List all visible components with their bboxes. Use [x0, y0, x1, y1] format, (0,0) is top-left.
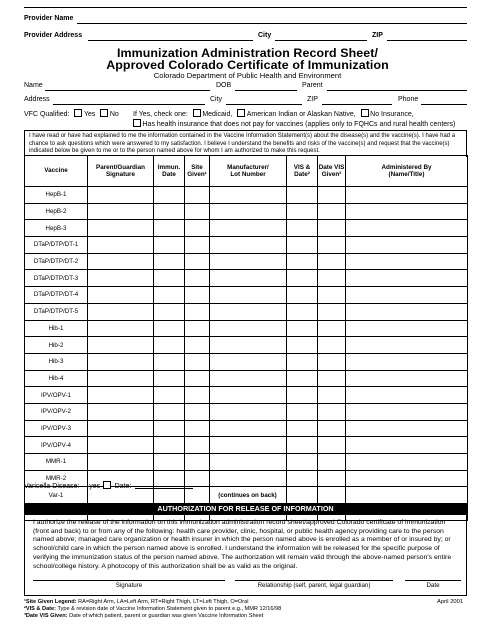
- parent-signature-cell[interactable]: [88, 253, 154, 270]
- manufacturer-lot-cell[interactable]: [210, 220, 287, 237]
- site-given-cell[interactable]: [185, 270, 210, 287]
- parent-signature-cell[interactable]: [88, 220, 154, 237]
- patient-parent-field[interactable]: [327, 90, 467, 91]
- administered-by-cell[interactable]: [346, 403, 468, 420]
- vis-date-cell[interactable]: [287, 270, 318, 287]
- site-given-cell[interactable]: [185, 454, 210, 471]
- immun-date-cell[interactable]: [154, 270, 185, 287]
- vis-date-cell[interactable]: [287, 187, 318, 204]
- manufacturer-lot-cell[interactable]: [210, 187, 287, 204]
- immunization-table: [24, 155, 468, 521]
- provider-name-field[interactable]: [77, 23, 467, 24]
- provider-name-label: Provider Name: [24, 15, 74, 22]
- immun-date-cell[interactable]: [154, 387, 185, 404]
- administered-by-cell[interactable]: [346, 270, 468, 287]
- vfc-yes-label: Yes: [83, 111, 96, 118]
- table-row: [25, 253, 468, 270]
- parent-signature-cell[interactable]: [88, 454, 154, 471]
- site-given-cell[interactable]: [185, 203, 210, 220]
- vis-date-cell[interactable]: [287, 437, 318, 454]
- manufacturer-lot-cell[interactable]: [210, 337, 287, 354]
- patient-dob-label: DOB: [216, 82, 232, 89]
- vis-date-cell[interactable]: [287, 253, 318, 270]
- form-subtitle: Colorado Department of Public Health and Environment: [153, 71, 342, 80]
- vis-date-cell[interactable]: [287, 337, 318, 354]
- immun-date-cell[interactable]: [154, 237, 185, 254]
- date-vis-given-cell[interactable]: [318, 253, 346, 270]
- parent-signature-cell[interactable]: [88, 320, 154, 337]
- vis-date-cell[interactable]: [287, 303, 318, 320]
- vaccine-name: HepB-2: [25, 203, 88, 220]
- immun-date-cell[interactable]: [154, 203, 185, 220]
- vaccine-name: MMR-2: [25, 470, 88, 487]
- vis-date-cell[interactable]: [287, 403, 318, 420]
- site-given-cell[interactable]: [185, 187, 210, 204]
- vis-date-cell[interactable]: [287, 387, 318, 404]
- signature-line[interactable]: [33, 580, 225, 581]
- immun-date-cell[interactable]: [154, 403, 185, 420]
- patient-zip-label: ZIP: [307, 96, 318, 103]
- relationship-label: Relationship (self, parent, legal guardian): [257, 582, 371, 589]
- varicella-yes-checkbox[interactable]: [103, 481, 111, 489]
- vis-date-cell[interactable]: [287, 420, 318, 437]
- immun-date-cell[interactable]: [154, 437, 185, 454]
- immun-date-cell[interactable]: [154, 470, 185, 487]
- health-insurance-label: Has health insurance that does not pay for vaccines (applies only to FQHCs and rural health centers): [142, 121, 456, 128]
- immun-date-cell[interactable]: [154, 420, 185, 437]
- varicella-label: Varicella Disease:: [24, 483, 80, 490]
- date-vis-given-cell[interactable]: [318, 270, 346, 287]
- administered-by-cell[interactable]: [346, 420, 468, 437]
- patient-city-label: City: [210, 96, 223, 103]
- administered-by-cell[interactable]: [346, 287, 468, 304]
- vis-date-cell[interactable]: [287, 237, 318, 254]
- form-title-line2: Approved Colorado Certificate of Immunization: [106, 58, 389, 72]
- patient-phone-field[interactable]: [421, 104, 467, 105]
- table-row: [25, 320, 468, 337]
- parent-signature-cell[interactable]: [88, 437, 154, 454]
- table-row: [25, 387, 468, 404]
- provider-zip-field[interactable]: [387, 40, 467, 41]
- table-row: [25, 303, 468, 320]
- manufacturer-lot-cell[interactable]: [210, 237, 287, 254]
- patient-city-field[interactable]: [226, 104, 302, 105]
- date-vis-given-cell[interactable]: [318, 470, 346, 487]
- vaccine-name: MMR-1: [25, 454, 88, 471]
- manufacturer-lot-cell[interactable]: [210, 353, 287, 370]
- manufacturer-lot-cell[interactable]: [210, 203, 287, 220]
- parent-signature-cell[interactable]: [88, 187, 154, 204]
- immun-date-cell[interactable]: [154, 253, 185, 270]
- administered-by-cell[interactable]: [346, 387, 468, 404]
- vis-date-cell[interactable]: [287, 220, 318, 237]
- vaccine-name: DTaP/DTP/DT-1: [25, 237, 88, 254]
- col-vis-date: VIS & Date²: [287, 156, 318, 187]
- relationship-line[interactable]: [235, 580, 393, 581]
- manufacturer-lot-cell[interactable]: [210, 454, 287, 471]
- vaccine-name: Var-1: [25, 487, 88, 504]
- authorization-text: I authorize the release of the information on this immunization administration record sheet/approved Colorado certificate of immunization (front and back) to or from any of the following: health care provider, clinic, hospital, or public health agency providing care to the person named above; managed care organization or health insurer in which the person named above is enrolled as a member of or insured by; or school/child care in which the person named above is enrolled. I understand the information will be released for the specific purpose of verifying the immunization status of the person named above. The authorization will remain valid through the above-named person's entire school/college history. A photocopy of this authorization shall be as valid as the original.: [33, 519, 452, 570]
- manufacturer-lot-cell[interactable]: [210, 287, 287, 304]
- varicella-date-label: Date:: [114, 483, 132, 490]
- immun-date-cell[interactable]: [154, 370, 185, 387]
- table-row: [25, 237, 468, 254]
- parent-signature-cell[interactable]: [88, 337, 154, 354]
- col-administered-by: Administered By (Name/Title): [346, 156, 468, 187]
- health-insurance-checkbox[interactable]: [133, 119, 141, 127]
- date-vis-given-cell[interactable]: [318, 303, 346, 320]
- manufacturer-lot-cell[interactable]: [210, 270, 287, 287]
- vaccine-name: Hib-3: [25, 353, 88, 370]
- patient-address-label: Address: [24, 96, 50, 103]
- vfc-no-checkbox[interactable]: [100, 109, 108, 117]
- immun-date-cell[interactable]: [154, 287, 185, 304]
- medicaid-label: Medicaid,: [202, 111, 233, 118]
- vaccine-name: IPV/OPV-3: [25, 420, 88, 437]
- manufacturer-lot-cell[interactable]: [210, 387, 287, 404]
- parent-signature-cell[interactable]: [88, 353, 154, 370]
- date-vis-given-cell[interactable]: [318, 220, 346, 237]
- date-vis-given-cell[interactable]: [318, 320, 346, 337]
- provider-address-label: Provider Address: [24, 32, 83, 39]
- immun-date-cell[interactable]: [154, 320, 185, 337]
- vfc-health-insurance-row: [130, 119, 455, 128]
- vaccine-name: Hib-4: [25, 370, 88, 387]
- patient-phone-label: Phone: [398, 96, 419, 103]
- immun-date-cell[interactable]: [154, 303, 185, 320]
- parent-signature-cell[interactable]: [88, 203, 154, 220]
- footnote-date-vis-given: ³Date VIS Given: Date of which patient, parent or guardian was given Vaccine Information Sheet: [24, 613, 264, 619]
- vaccine-name: IPV/OPV-2: [25, 403, 88, 420]
- footnote-site-legend: ¹Site Given Legend: RA=Right Arm, LA=Left Arm, RT=Right Thigh, LT=Left Thigh, O=Oral: [24, 599, 249, 605]
- table-row: [25, 454, 468, 471]
- vis-date-cell[interactable]: [287, 287, 318, 304]
- manufacturer-lot-cell[interactable]: [210, 253, 287, 270]
- immun-date-cell[interactable]: [154, 337, 185, 354]
- vaccine-name: DTaP/DTP/DT-3: [25, 270, 88, 287]
- administered-by-cell[interactable]: [346, 203, 468, 220]
- vis-date-cell[interactable]: [287, 470, 318, 487]
- american-indian-label: American Indian or Alaskan Native,: [246, 111, 356, 118]
- site-given-cell[interactable]: [185, 403, 210, 420]
- table-row: [25, 370, 468, 387]
- administered-by-cell[interactable]: [346, 454, 468, 471]
- site-given-cell[interactable]: [185, 237, 210, 254]
- site-given-cell[interactable]: [185, 253, 210, 270]
- signature-label: Signature: [115, 582, 143, 589]
- site-given-cell[interactable]: [185, 370, 210, 387]
- parent-signature-cell[interactable]: [88, 387, 154, 404]
- table-row: [25, 270, 468, 287]
- manufacturer-lot-cell[interactable]: [210, 437, 287, 454]
- col-parent-signature: Parent/Guardian Signature: [88, 156, 154, 187]
- vis-date-cell[interactable]: [287, 353, 318, 370]
- vaccine-rows: [25, 187, 468, 521]
- provider-zip-label: ZIP: [372, 32, 383, 39]
- site-given-cell[interactable]: [185, 303, 210, 320]
- date-vis-given-cell[interactable]: [318, 203, 346, 220]
- patient-parent-label: Parent: [302, 82, 323, 89]
- parent-signature-cell[interactable]: [88, 420, 154, 437]
- date-vis-given-cell[interactable]: [318, 387, 346, 404]
- patient-name-field[interactable]: [45, 90, 210, 91]
- date-vis-given-cell[interactable]: [318, 454, 346, 471]
- parent-signature-cell[interactable]: [88, 287, 154, 304]
- vaccine-name: IPV/OPV-1: [25, 387, 88, 404]
- table-row: [25, 353, 468, 370]
- vis-date-cell[interactable]: [287, 320, 318, 337]
- vfc-yes-checkbox[interactable]: [74, 109, 82, 117]
- vfc-row: [24, 109, 119, 118]
- vfc-if-yes-label: If Yes, check one:: [133, 111, 188, 118]
- medicaid-checkbox[interactable]: [193, 109, 201, 117]
- varicella-row: [24, 481, 131, 490]
- vaccine-name: IPV/OPV-4: [25, 437, 88, 454]
- site-given-cell[interactable]: [185, 470, 210, 487]
- vaccine-name: Hib-2: [25, 337, 88, 354]
- vaccine-name: DTaP/DTP/DT-5: [25, 303, 88, 320]
- immun-date-cell[interactable]: [154, 187, 185, 204]
- col-site-given: Site Given¹: [185, 156, 210, 187]
- table-row: [25, 287, 468, 304]
- footnote-vis-date: ²VIS & Date: Type & revision date of Vaccine Information Statement given to parent e.g., MMR 12/16/98: [24, 606, 282, 612]
- auth-date-line[interactable]: [405, 580, 461, 581]
- manufacturer-lot-cell[interactable]: [210, 470, 287, 487]
- table-row: [25, 420, 468, 437]
- date-vis-given-cell[interactable]: [318, 353, 346, 370]
- site-given-cell[interactable]: [185, 337, 210, 354]
- administered-by-cell[interactable]: [346, 337, 468, 354]
- vaccine-name: HepB-3: [25, 220, 88, 237]
- site-given-cell[interactable]: [185, 437, 210, 454]
- immun-date-cell[interactable]: [154, 220, 185, 237]
- date-vis-given-cell[interactable]: [318, 237, 346, 254]
- table-row: [25, 220, 468, 237]
- table-row: [25, 187, 468, 204]
- col-manufacturer-lot: Manufacturer/ Lot Number: [210, 156, 287, 187]
- immun-date-cell[interactable]: [154, 353, 185, 370]
- date-vis-given-cell[interactable]: [318, 437, 346, 454]
- patient-address-field[interactable]: [53, 104, 205, 105]
- table-row: [25, 337, 468, 354]
- auth-date-label: Date: [426, 582, 440, 589]
- top-rule: [24, 7, 467, 8]
- parent-signature-cell[interactable]: [88, 303, 154, 320]
- site-given-cell[interactable]: [185, 287, 210, 304]
- parent-signature-cell[interactable]: [88, 403, 154, 420]
- vis-date-cell[interactable]: [287, 203, 318, 220]
- no-insurance-label: No Insurance,: [370, 111, 414, 118]
- vfc-check-one-row: [133, 109, 414, 118]
- patient-name-label: Name: [24, 82, 43, 89]
- vis-date-cell[interactable]: [287, 454, 318, 471]
- date-vis-given-cell[interactable]: [318, 420, 346, 437]
- edition-date: April 2001: [437, 599, 464, 605]
- varicella-yes-label: yes: [89, 483, 101, 490]
- vis-date-cell[interactable]: [287, 370, 318, 387]
- varicella-date-field[interactable]: [135, 488, 193, 489]
- table-row: [25, 437, 468, 454]
- manufacturer-lot-cell[interactable]: [210, 420, 287, 437]
- parent-signature-cell[interactable]: [88, 237, 154, 254]
- form-title-line1: Immunization Administration Record Sheet/: [116, 46, 379, 60]
- provider-city-field[interactable]: [275, 40, 367, 41]
- authorization-heading: AUTHORIZATION FOR RELEASE OF INFORMATION: [24, 503, 467, 514]
- manufacturer-lot-cell[interactable]: [210, 370, 287, 387]
- date-vis-given-cell[interactable]: [318, 287, 346, 304]
- administered-by-cell[interactable]: [346, 470, 468, 487]
- manufacturer-lot-cell[interactable]: [210, 403, 287, 420]
- vaccine-name: HepB-1: [25, 187, 88, 204]
- administered-by-cell[interactable]: [346, 370, 468, 387]
- administered-by-cell[interactable]: [346, 220, 468, 237]
- administered-by-cell[interactable]: [346, 320, 468, 337]
- col-immun-date: Immun. Date: [154, 156, 185, 187]
- manufacturer-lot-cell[interactable]: [210, 320, 287, 337]
- administered-by-cell[interactable]: [346, 187, 468, 204]
- date-vis-given-cell[interactable]: [318, 403, 346, 420]
- manufacturer-lot-cell[interactable]: [210, 303, 287, 320]
- parent-signature-cell[interactable]: [88, 270, 154, 287]
- date-vis-given-cell[interactable]: [318, 337, 346, 354]
- vfc-label: VFC Qualified:: [24, 111, 70, 118]
- continues-on-back: (continues on back): [218, 492, 277, 499]
- site-given-cell[interactable]: [185, 387, 210, 404]
- date-vis-given-cell[interactable]: [318, 370, 346, 387]
- col-vaccine: Vaccine: [25, 156, 88, 187]
- patient-zip-field[interactable]: [322, 104, 392, 105]
- site-given-cell[interactable]: [185, 220, 210, 237]
- consent-statement: I have read or have had explained to me the information contained in the Vaccine Information Statement(s) about the disease(s) and the vaccine(s). I have had a chance to ask questions which were answered to my satisfaction. I believe I understand the benefits and risks of the vaccine(s) and request that the vaccine(s) indicated below be given to me or to the person named above for whom I am authorized to make this request.: [24, 130, 467, 157]
- vaccine-name: DTaP/DTP/DT-4: [25, 287, 88, 304]
- no-insurance-checkbox[interactable]: [361, 109, 369, 117]
- site-given-cell[interactable]: [185, 320, 210, 337]
- american-indian-checkbox[interactable]: [237, 109, 245, 117]
- table-header-row: [25, 156, 468, 187]
- provider-city-label: City: [258, 32, 272, 39]
- patient-dob-field[interactable]: [235, 90, 297, 91]
- site-given-cell[interactable]: [185, 353, 210, 370]
- administered-by-cell[interactable]: [346, 353, 468, 370]
- vaccine-name: Hib-1: [25, 320, 88, 337]
- vaccine-name: DTaP/DTP/DT-2: [25, 253, 88, 270]
- parent-signature-cell[interactable]: [88, 370, 154, 387]
- table-row: [25, 403, 468, 420]
- site-given-cell[interactable]: [185, 420, 210, 437]
- col-date-vis-given: Date VIS Given³: [318, 156, 346, 187]
- vfc-no-label: No: [109, 111, 119, 118]
- administered-by-cell[interactable]: [346, 237, 468, 254]
- date-vis-given-cell[interactable]: [318, 187, 346, 204]
- provider-address-field[interactable]: [88, 40, 253, 41]
- administered-by-cell[interactable]: [346, 437, 468, 454]
- immun-date-cell[interactable]: [154, 454, 185, 471]
- administered-by-cell[interactable]: [346, 303, 468, 320]
- table-row: [25, 203, 468, 220]
- administered-by-cell[interactable]: [346, 253, 468, 270]
